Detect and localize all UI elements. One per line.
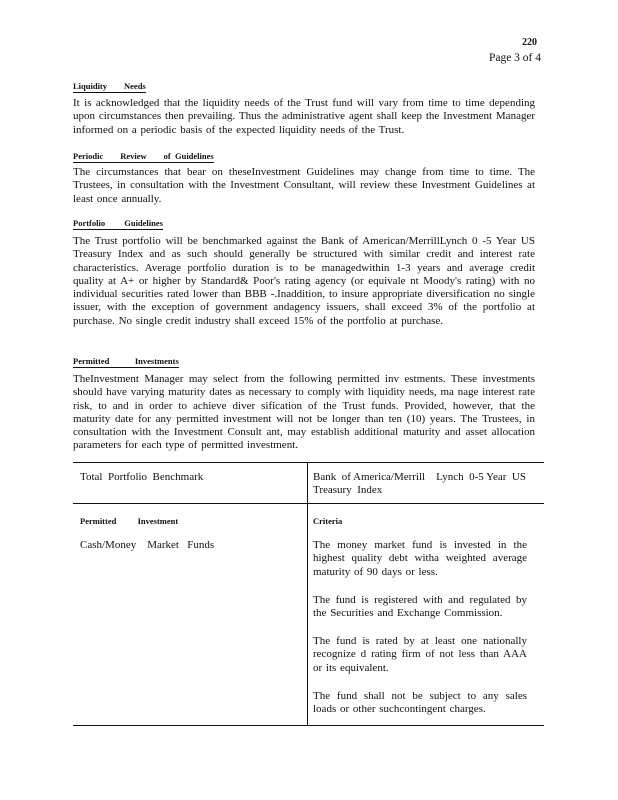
paragraph-portfolio-guidelines: The Trust portfolio will be benchmarked against the Bank of American/MerrillLynch 0 -5 Year US Treasury Index and as such should generally be structured with similar credit and interest rate characteristics. Average portfolio duration is to be managedwithin 1-3 years and average credit quality at A+ or higher by Standard& Poor's rating agency (or equivale nt Moody's rating) with no individual securities rated lower than BBB -.Inaddition, to insure appropriate diversification no single issuer, with the exception of government andagency issuers, shall exceed 3% of the portfolio at purchase. No single credit industry shall exceed 15% of the portfolio at purchase. [73,235,535,327]
heading-portfolio-guidelines: Portfolio Guidelines [73,218,163,228]
heading-periodic-review: Periodic Review of Guidelines [73,151,214,161]
column-heading-permitted-investment: Permitted Investment [80,516,179,526]
paragraph-liquidity-needs: It is acknowledged that the liquidity needs of the Trust fund will vary from time to time depending upon circumstances then prevailing. Thus the administrative agent shall keep the Investment Manager informed on a periodic basis of the expected liquidity needs of the Trust. [73,97,535,136]
benchmark-label: Total Portfolio Benchmark [80,471,204,483]
table-row-divider [73,503,544,504]
criteria-item: The fund is rated by at least one nationally recognize d rating firm of not less than AAA or its equivalent. [313,635,527,674]
paragraph-periodic-review: The circumstances that bear on theseInvestment Guidelines may change from time to time. The Trustees, in consultation with the Investment Consultant, will review these Investment Guidelines at least once annually. [73,166,535,205]
heading-liquidity-needs: Liquidity Needs [73,81,146,91]
heading-permitted-investments: Permitted Investments [73,356,179,366]
criteria-item: The fund shall not be subject to any sales loads or other suchcontingent charges. [313,690,527,716]
investment-table [73,462,544,726]
criteria-item: The money market fund is invested in the highest quality debt witha weighted average maturity of 90 days or less. [313,539,527,578]
page-indicator: Page 3 of 4 [488,52,541,64]
benchmark-value: Bank of America/Merrill Lynch 0-5 Year US Treasury Index [313,471,529,497]
column-heading-criteria: Criteria [313,516,343,526]
asset-type-cash-money-market-funds: Cash/Money Market Funds [80,539,215,551]
page-number: 220 [522,37,537,48]
criteria-item: The fund is registered with and regulated by the Securities and Exchange Commission. [313,594,527,620]
paragraph-permitted-investments: TheInvestment Manager may select from the following permitted inv estments. These investments should have varying maturity dates as necessary to comply with liquidity needs, ma nage interest rate risk, to and in order to achieve diver sification of the Trust funds. Provided, however, that the maturity date for any permitted investment will not be longer than ten (10) years. The Trustees, in consultation with the Investment Consult ant, may establish additional maturity and asset allocation parameters for each type of permitted investment. [73,373,535,452]
